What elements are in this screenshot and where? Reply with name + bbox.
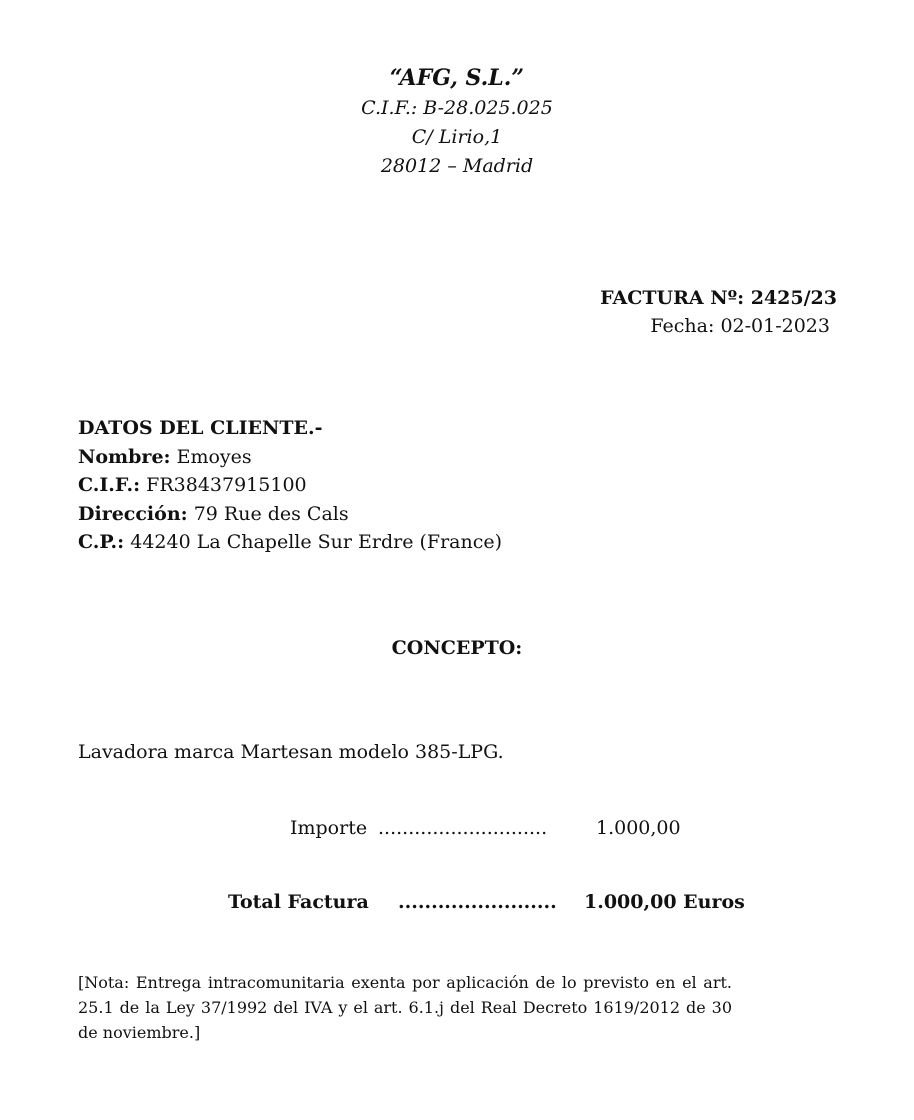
amount-label: Importe	[290, 817, 368, 839]
client-data	[78, 414, 502, 557]
total-label: Total Factura	[228, 891, 369, 913]
company-city: 28012 – Madrid	[380, 155, 534, 177]
company-header	[0, 62, 914, 181]
client-heading: DATOS DEL CLIENTE.-	[78, 417, 323, 439]
company-street: C/ Lirio,1	[411, 126, 503, 148]
client-cif-label: C.I.F.:	[78, 474, 141, 497]
legal-note: [Nota: Entrega intracomunitaria exenta por aplicación de lo previsto en el art. 25.1 de la Ley 37/1992 del IVA y el art. 6.1.j del Real Decreto 1619/2012 de 30 de noviembre.]	[78, 973, 732, 1042]
client-address-label: Dirección:	[78, 502, 188, 525]
amount-leader-dots: ............................	[378, 817, 548, 839]
company-cif: C.I.F.: B-28.025.025	[361, 97, 553, 119]
total-leader-dots: ........................	[398, 891, 557, 913]
concept-description: Lavadora marca Martesan modelo 385-LPG.	[78, 741, 504, 763]
client-name-row	[78, 443, 502, 472]
client-cp-value: 44240 La Chapelle Sur Erdre (France)	[124, 531, 503, 554]
invoice-number: FACTURA Nº: 2425/23	[600, 287, 837, 309]
company-name: “AFG, S.L.”	[389, 65, 525, 91]
client-address-value: 79 Rue des Cals	[187, 502, 349, 525]
amount-value: 1.000,00	[596, 817, 681, 839]
concept-heading: CONCEPTO:	[391, 637, 523, 659]
invoice-date: Fecha: 02-01-2023	[650, 315, 830, 337]
client-cp-label: C.P.:	[78, 531, 125, 554]
total-value: 1.000,00 Euros	[584, 891, 745, 913]
client-name-value: Emoyes	[170, 445, 252, 468]
client-cif-row	[78, 471, 502, 500]
client-address-row	[78, 500, 502, 529]
client-cif-value: FR38437915100	[140, 474, 307, 497]
client-name-label: Nombre:	[78, 445, 171, 468]
client-cp-row	[78, 528, 502, 557]
